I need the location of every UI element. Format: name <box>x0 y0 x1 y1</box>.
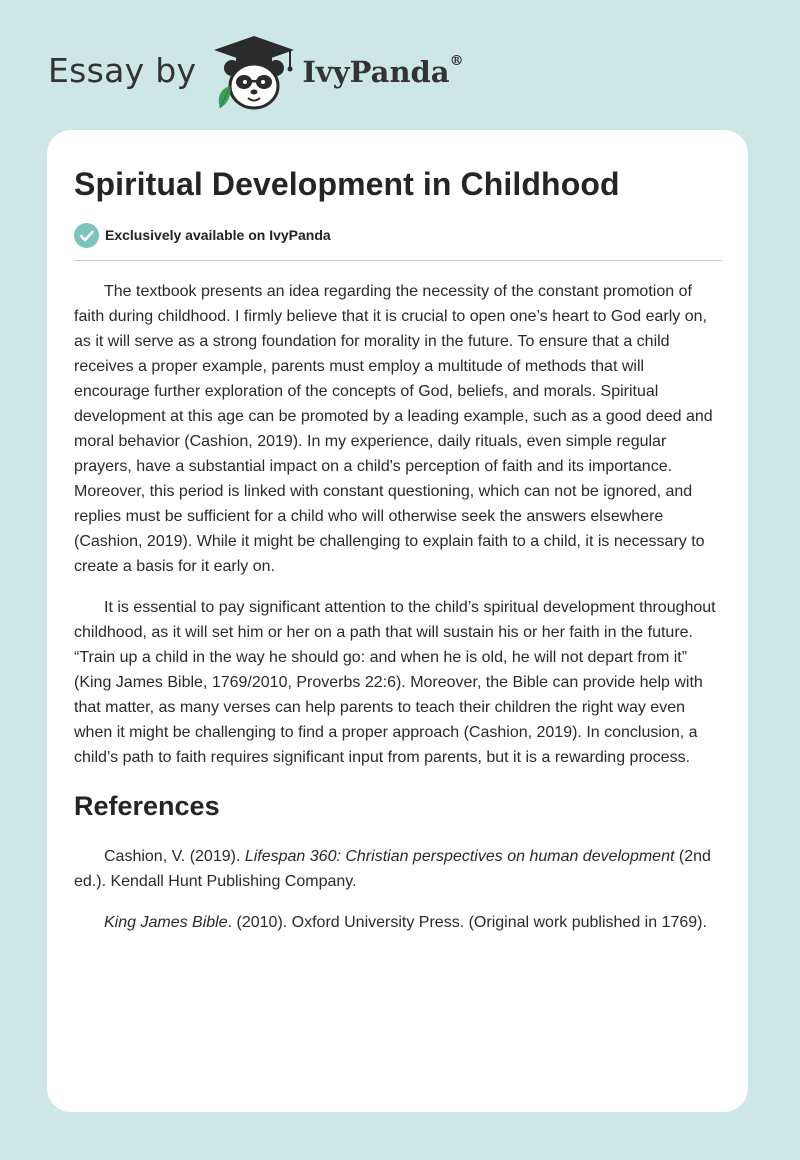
paragraph: The textbook presents an idea regarding the necessity of the constant promotion of faith during childhood. I firmly believe that it is crucial to open one’s heart to God early on, as it will serve as a strong foundation for morality in the future. To ensure that a child receives a proper example, parents must employ a multitude of methods that will encourage further exploration of the concepts of God, beliefs, and morals. Spiritual development at this age can be promoted by a leading example, such as a good deed and moral behavior (Cashion, 2019). In my experience, daily rituals, even simple regular prayers, have a substantial impact on a child's perception of faith and its importance. Moreover, this period is linked with constant questioning, which can not be ignored, and replies must be sufficient for a child who will otherwise seek the answers elsewhere (Cashion, 2019). While it might be challenging to explain faith to a child, it is necessary to create a basis for it early on. <box>74 283 713 575</box>
reference-item: Cashion, V. (2019). Lifespan 360: Christian perspectives on human development (2nd ed.). Kendall Hunt Publishing Company. <box>74 848 711 890</box>
check-circle-icon <box>74 223 99 248</box>
panda-graduate-icon[interactable] <box>210 34 298 114</box>
paragraph: It is essential to pay significant attention to the child’s spiritual development throughout childhood, as it will set him or her on a path that will sustain his or her faith in the future. “Train up a child in the way he should go: and when he is old, he will not depart from it” (King James Bible, 1769/2010, Proverbs 22:6). Moreover, the Bible can provide help with that matter, as many verses can help parents to teach their children the right way even when it might be challenging to find a proper approach (Cashion, 2019). In conclusion, a child’s path to faith requires significant input from parents, but it is a rewarding process. <box>74 599 716 766</box>
references-heading: References <box>74 791 220 821</box>
ivypanda-logo-text[interactable]: IvyPanda® <box>302 53 464 89</box>
references-list <box>74 844 722 935</box>
exclusive-badge-label: Exclusively available on IvyPanda <box>105 227 331 243</box>
essay-card <box>47 130 748 1112</box>
divider <box>74 260 722 261</box>
exclusive-badge <box>74 222 722 248</box>
reference-item: King James Bible. (2010). Oxford University Press. (Original work published in 1769). <box>104 914 707 931</box>
page-title: Spiritual Development in Childhood <box>74 166 620 202</box>
essay-body <box>74 279 722 770</box>
site-header <box>48 34 464 114</box>
essay-by-label: Essay by <box>48 50 197 90</box>
